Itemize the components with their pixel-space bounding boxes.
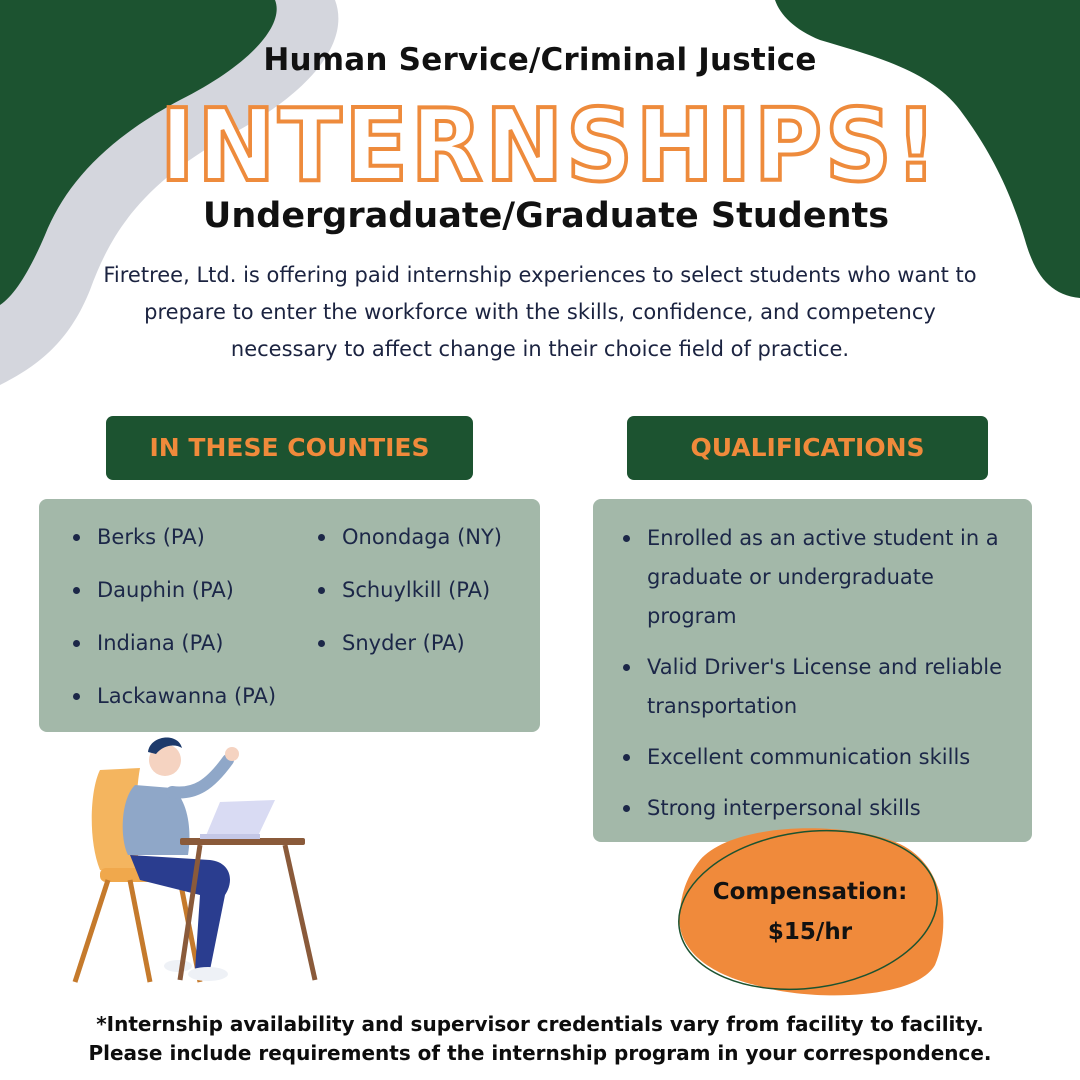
shoe (188, 967, 228, 981)
county-item: Onondaga (NY) (318, 523, 502, 576)
counties-heading: IN THESE COUNTIES (106, 416, 473, 480)
chair-leg (130, 880, 150, 982)
compensation-rate: $15/hr (767, 919, 853, 945)
compensation-label: Compensation: (712, 879, 908, 905)
county-item: Lackawanna (PA) (73, 682, 276, 735)
desk-top (180, 838, 305, 845)
audience-title: Undergraduate/Graduate Students (202, 196, 890, 236)
compensation-text (690, 872, 930, 952)
desk-leg (285, 845, 315, 980)
shoe (164, 960, 192, 972)
hand (225, 747, 239, 761)
footer-line-2: Please include requirements of the internship program in your correspondence. (88, 1041, 992, 1065)
laptop (205, 800, 275, 838)
qualification-item: Strong interpersonal skills (623, 789, 1018, 828)
county-item: Schuylkill (PA) (318, 576, 502, 629)
qualifications-heading: QUALIFICATIONS (627, 416, 988, 480)
program-title: Human Service/Criminal Justice (263, 42, 817, 78)
county-item: Dauphin (PA) (73, 576, 276, 629)
chair-leg (75, 880, 108, 982)
qualification-item: Enrolled as an active student in a graduate or undergraduate program (623, 519, 1018, 636)
counties-panel (39, 499, 540, 732)
qualifications-list (623, 519, 1018, 840)
footer-line-1: *Internship availability and supervisor credentials vary from facility to facility. (96, 1012, 984, 1036)
laptop-base (200, 834, 260, 839)
qualification-item: Excellent communication skills (623, 738, 1018, 777)
hero-word: INTERNSHIPS! (160, 87, 940, 200)
county-list-column-1 (73, 523, 276, 735)
county-item: Indiana (PA) (73, 629, 276, 682)
raised-arm (172, 760, 228, 793)
student-at-laptop-illustration (60, 730, 340, 990)
county-list-column-2 (318, 523, 502, 682)
intro-paragraph: Firetree, Ltd. is offering paid internship experiences to select students who want to prepare to enter the workforce with the skills, confidence, and competency necessary to affect change in their choice field of practice. (103, 263, 977, 361)
footer-note (0, 1010, 1080, 1068)
county-item: Berks (PA) (73, 523, 276, 576)
qualifications-panel (593, 499, 1032, 842)
qualification-item: Valid Driver's License and reliable transportation (623, 648, 1018, 726)
county-item: Snyder (PA) (318, 629, 502, 682)
hero-word-graphic (140, 80, 960, 200)
